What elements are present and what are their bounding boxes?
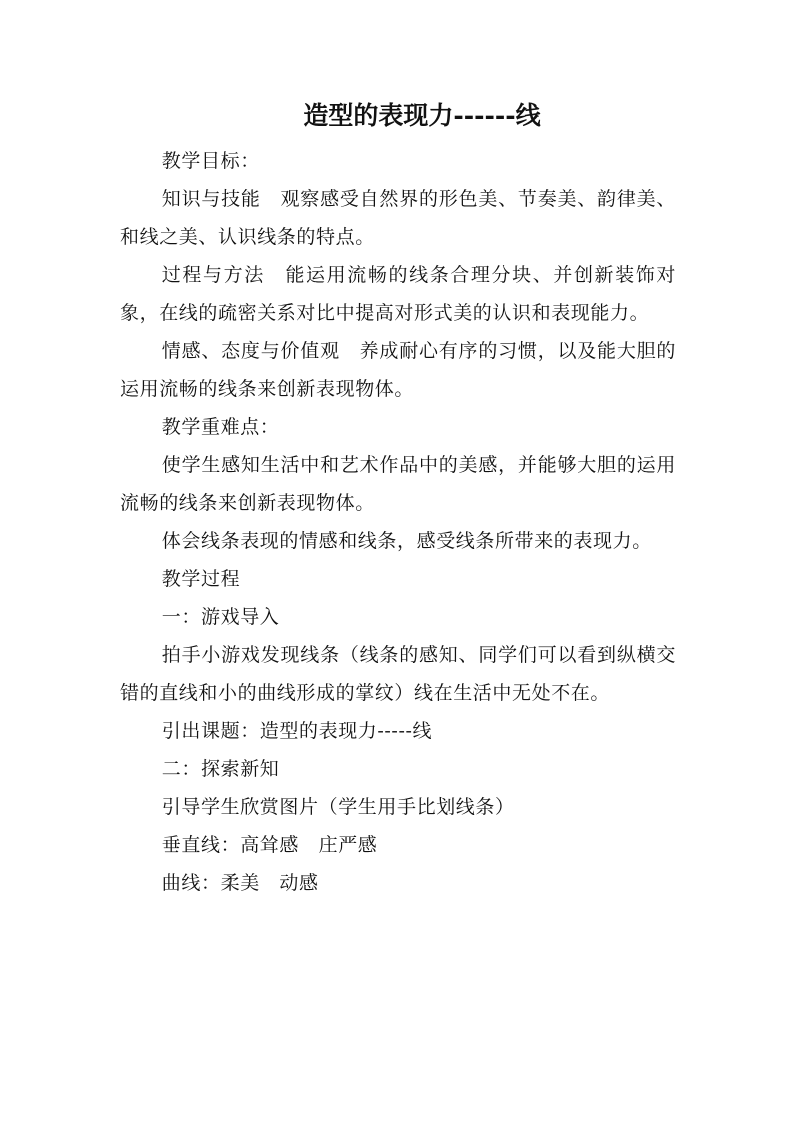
paragraph-process-heading: 教学过程 <box>161 568 241 590</box>
paragraph-game-intro-heading: 一：游戏导入 <box>161 606 280 628</box>
paragraph-explore-heading: 二：探索新知 <box>161 758 280 780</box>
paragraph-key-points-heading: 教学重难点： <box>161 416 280 438</box>
paragraph-teaching-goals-heading: 教学目标： <box>161 150 260 172</box>
paragraph-knowledge-skills: 知识与技能 观察感受自然界的形色美、节奏美、韵律美、和线之美、认识线条的特点。 <box>120 188 676 248</box>
paragraph-topic-intro: 引出课题：造型的表现力-----线 <box>161 720 433 742</box>
paragraph-clapping-game: 拍手小游戏发现线条（线条的感知、同学们可以看到纵横交错的直线和小的曲线形成的掌纹）线在生活中无处不在。 <box>120 644 676 704</box>
paragraph-curve-line: 曲线：柔美 动感 <box>161 872 319 894</box>
paragraph-key-point-1: 使学生感知生活中和艺术作品中的美感，并能够大胆的运用流畅的线条来创新表现物体。 <box>120 454 676 514</box>
document-body <box>120 142 676 902</box>
paragraph-process-methods: 过程与方法 能运用流畅的线条合理分块、并创新装饰对象，在线的疏密关系对比中提高对形式美的认识和表现能力。 <box>120 264 676 324</box>
paragraph-vertical-line: 垂直线：高耸感 庄严感 <box>161 834 378 856</box>
paragraph-appreciate-images: 引导学生欣赏图片（学生用手比划线条） <box>161 796 515 818</box>
paragraph-key-point-2: 体会线条表现的情感和线条，感受线条所带来的表现力。 <box>161 530 652 552</box>
document-title: 造型的表现力------线 <box>303 101 541 130</box>
paragraph-emotion-values: 情感、态度与价值观 养成耐心有序的习惯，以及能大胆的运用流畅的线条来创新表现物体。 <box>120 340 676 400</box>
